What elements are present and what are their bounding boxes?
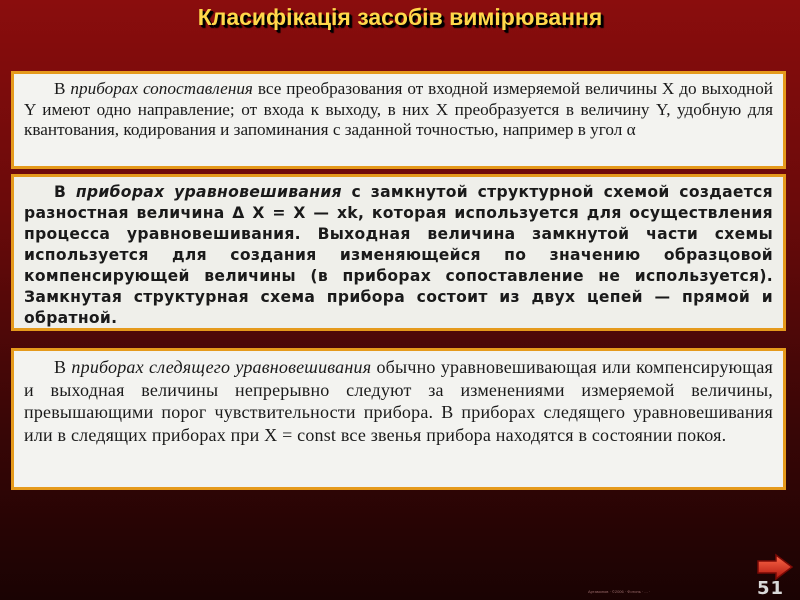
paragraph-lead: В <box>54 183 76 201</box>
term-italic: приборах уравновешивания <box>75 183 342 201</box>
arrow-right-icon[interactable] <box>756 553 794 581</box>
text-panel-comparison <box>11 71 786 169</box>
panel-paragraph <box>24 79 773 141</box>
text-panel-balancing <box>11 174 786 331</box>
paragraph-lead: В <box>54 357 72 377</box>
paragraph-body: с замкнутой структурной схемой создается разностная величина Δ X = X — xk, которая используется для осуществления процесса уравновешивания. Выходная величина замкнутой части схемы используется для создания изменяющейся по значению образцовой компенсирующей величины (в приборах сопоставление не используется). Замкнутая структурная схема прибора состоит из двух цепей — прямой и обратной. <box>24 183 773 327</box>
paragraph-body: обычно уравновешивающая или компенсирующая и выходная величины непрерывно следуют за изменениями измеряемой величины, превышающими порог чувствительности прибора. В приборах следящего уравновешивания или в следящих приборах при X = const все звенья прибора находятся в состоянии покоя. <box>24 357 773 445</box>
panel-paragraph <box>24 182 773 329</box>
paragraph-lead: В <box>54 79 71 98</box>
panel-paragraph <box>24 356 773 446</box>
paragraph-body: все преобразования от входной измеряемой величины X до выходной Y имеют одно направление; от входа к выходу, в них X преобразуется в величину Y, удобную для квантования, кодирования и запоминания с заданной точностью, например в угол α <box>24 79 774 139</box>
term-italic: приборах следящего уравновешивания <box>71 357 372 377</box>
page-number: 51 <box>757 578 785 599</box>
footer-credit: Артамонов · ©2006 · Фотонь · ... · <box>588 589 651 594</box>
term-italic: приборах сопоставления <box>70 79 253 98</box>
text-panel-tracking-balancing <box>11 348 786 490</box>
slide-title: Класифікація засобів вимірювання <box>197 4 603 30</box>
